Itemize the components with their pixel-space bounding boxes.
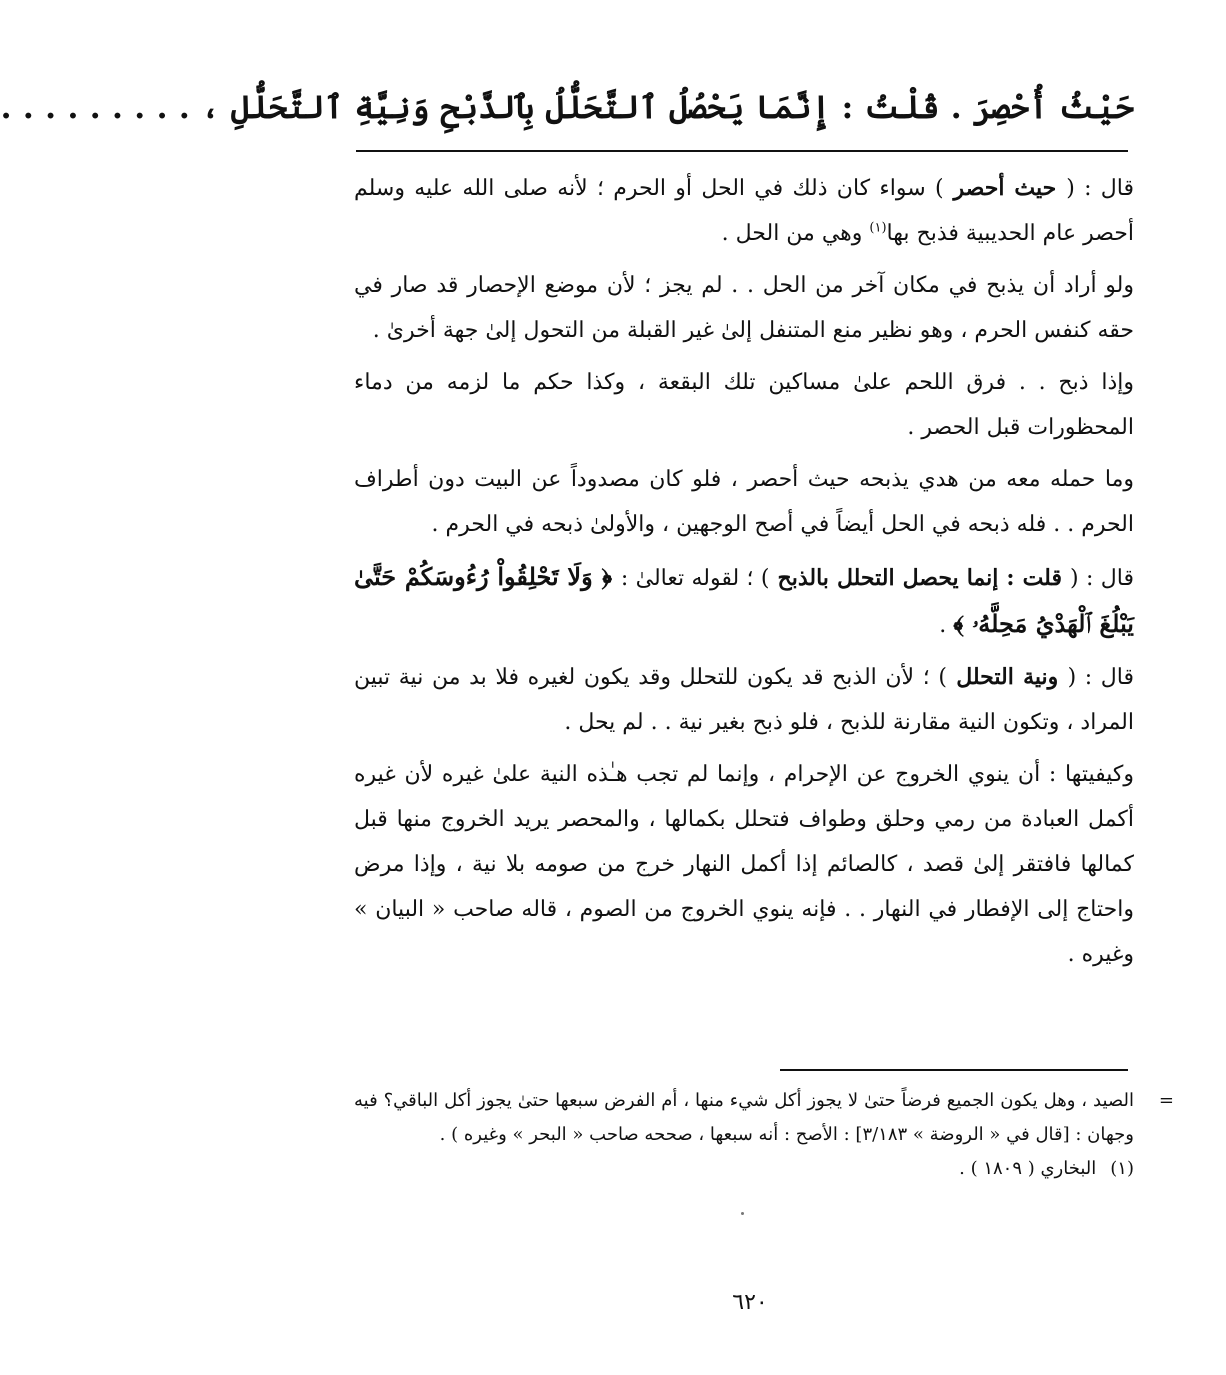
continuation-mark: =: [1158, 1090, 1174, 1111]
quoted-matn: حيث أحصر: [943, 175, 1067, 201]
paragraph-6: [354, 655, 1134, 745]
print-speck: [741, 1212, 744, 1215]
commentary-text: ) ؛ لأن الذبح قد يكون للتحلل وقد يكون لغيره فلا بد من نية تبين المراد ، وتكون النية مقارنة للذبح ، فلو ذبح بغير نية . . لم يحل .: [354, 665, 1134, 735]
footnote-rule: [780, 1069, 1128, 1071]
paragraph-4: وما حمله معه من هدي يذبحه حيث أحصر ، فلو كان مصدوداً عن البيت دون أطراف الحرم . . فله ذبحه في الحل أيضاً في أصح الوجهين ، والأولىٰ ذبحه في الحرم .: [354, 467, 1134, 537]
commentary-text: .: [939, 613, 954, 638]
matn-heading: حَيْثُ أُحْصِرَ . قُلْتُ : إِنَّمَا يَحْصُلُ ٱلتَّحَلُّلُ بِٱلذَّبْحِ وَنِيَّةِ ٱلتَّحَلُّلِ ، . . . . . . . . .: [0, 88, 1134, 126]
footnote-text: الصيد ، وهل يكون الجميع فرضاً حتىٰ لا يجوز أكل شيء منها ، أم الفرض سبعها حتىٰ يجوز أكل الباقي؟ فيه وجهان : [قال في « الروضة » ٣/١٨٣] : الأصح : أنه سبعها ، صححه صاحب « البحر » وغيره ) .: [354, 1090, 1134, 1145]
quote-open: قال : (: [1070, 566, 1134, 591]
quoted-matn: قلت : إنما يحصل التحلل بالذبح: [769, 565, 1071, 591]
paragraph-3: وإذا ذبح . . فرق اللحم علىٰ مساكين تلك البقعة ، وكذا حكم ما لزمه من دماء المحظورات قبل الحصر .: [354, 370, 1134, 440]
quote-open: قال : (: [1067, 665, 1134, 690]
quoted-matn: ونية التحلل: [946, 664, 1068, 690]
paragraph-2: ولو أراد أن يذبح في مكان آخر من الحل . . لم يجز ؛ لأن موضع الإحصار قد صار في حقه كنفس الحرم ، وهو نظير منع المتنفل إلىٰ غير القبلة من التحول إلىٰ جهة أخرىٰ .: [354, 273, 1135, 343]
footnotes: [354, 1084, 1174, 1186]
commentary-body: [354, 166, 1134, 984]
footnote-number: (١): [1110, 1158, 1134, 1179]
paragraph-5: [354, 554, 1134, 648]
footnote-ref[interactable]: (١): [869, 220, 887, 236]
page-number: ٦٢٠: [732, 1290, 768, 1315]
footnote-continuation: [354, 1084, 1174, 1152]
footnote-1: [354, 1152, 1134, 1186]
commentary-text: وهي من الحل .: [721, 221, 870, 246]
header-rule: [356, 150, 1128, 152]
quote-open: قال : (: [1066, 176, 1135, 201]
paragraph-7: وكيفيتها : أن ينوي الخروج عن الإحرام ، وإنما لم تجب هـٰذه النية علىٰ غيره لأن غيره أكمل العبادة من رمي وحلق وطواف فتحلل بكمالها ، والمحصر يريد الخروج منها قبل كمالها فافتقر إلىٰ قصد ، كالصائم إذا أكمل النهار خرج من صومه بلا نية ، وإذا مرض واحتاج إلى الإفطار في النهار . . فإنه ينوي الخروج من الصوم ، قاله صاحب « البيان » وغيره .: [354, 762, 1134, 967]
paragraph-1: [354, 166, 1134, 256]
footnote-text: البخاري ( ١٨٠٩ ) .: [959, 1158, 1097, 1179]
commentary-text: ) سواء كان ذلك في الحل أو الحرم ؛ لأنه صلى الله عليه وسلم أحصر عام الحديبية فذبح بها: [354, 176, 1134, 246]
commentary-text: ) ؛ لقوله تعالىٰ :: [620, 566, 770, 591]
quran-verse: ﴿ وَلَا تَحْلِقُواْ رُءُوسَكُمْ حَتَّىٰ يَبْلُغَ ٱلْهَدْيُ مَحِلَّهُۥ ﴾: [354, 562, 1134, 638]
